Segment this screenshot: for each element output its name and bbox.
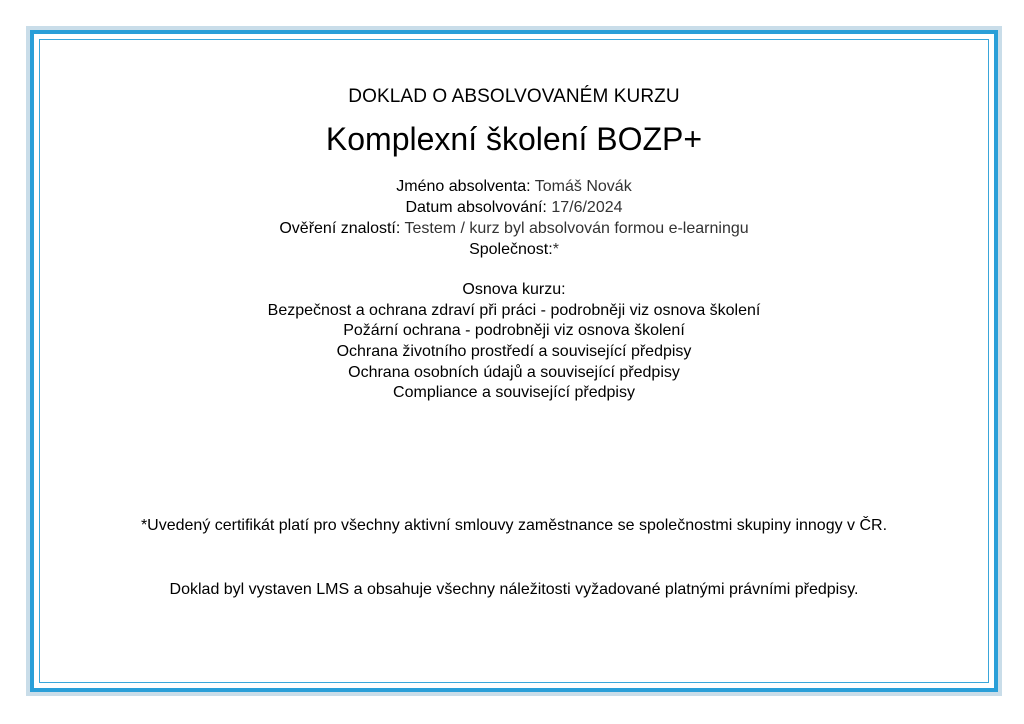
knowledge-verification-row (40, 219, 988, 239)
graduate-name-row (40, 177, 988, 197)
company-label: Společnost: (469, 241, 553, 258)
completion-date-row (40, 198, 988, 218)
knowledge-verification-label: Ověření znalostí: (279, 220, 401, 237)
course-outline-item: Ochrana životního prostředí a související předpisy (336, 343, 692, 360)
company-value: * (552, 241, 559, 258)
course-outline-item: Požární ochrana - podrobněji viz osnova školení (343, 322, 685, 339)
course-outline-item: Compliance a související předpisy (393, 384, 635, 401)
graduate-name-label: Jméno absolventa: (396, 178, 531, 195)
certificate-validity-note: *Uvedený certifikát platí pro všechny aktivní smlouvy zaměstnance se společnostmi skupiny innogy v ČR. (140, 517, 888, 534)
company-row (40, 240, 988, 260)
graduate-name-value: Tomáš Novák (534, 178, 632, 195)
course-outline-item: Ochrana osobních údajů a související předpisy (348, 364, 680, 381)
course-outline-title: Osnova kurzu: (462, 281, 566, 298)
legal-footer-text: Doklad byl vystaven LMS a obsahuje všechny náležitosti vyžadované platnými právními předpisy. (169, 581, 859, 598)
knowledge-verification-value: Testem / kurz byl absolvován formou e-learningu (404, 220, 749, 237)
document-heading: DOKLAD O ABSOLVOVANÉM KURZU (348, 86, 680, 107)
course-title: Komplexní školení BOZP+ (325, 121, 703, 157)
course-outline-item: Bezpečnost a ochrana zdraví při práci - podrobněji viz osnova školení (267, 302, 761, 319)
completion-date-value: 17/6/2024 (551, 199, 623, 216)
completion-date-label: Datum absolvování: (405, 199, 547, 216)
